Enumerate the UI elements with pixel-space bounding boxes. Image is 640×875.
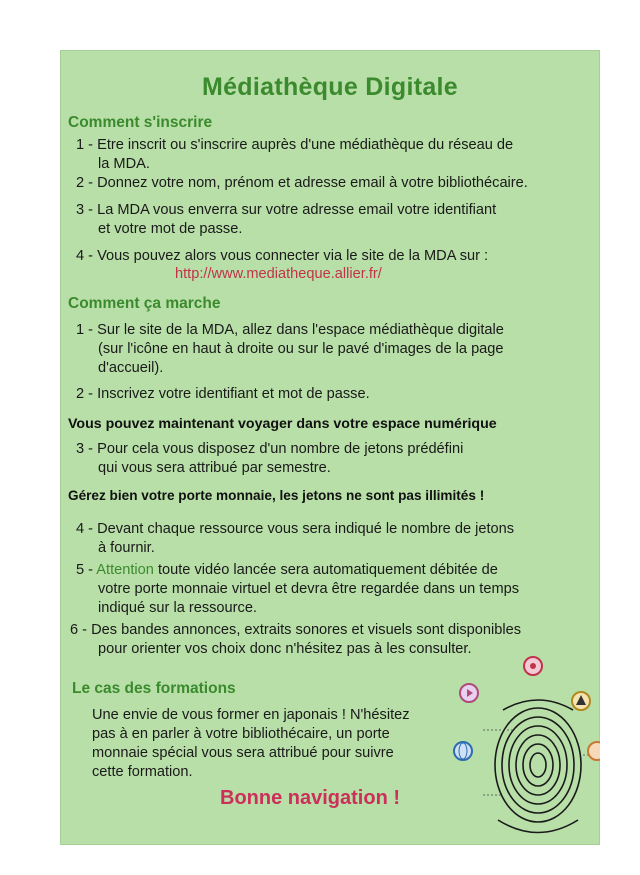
list-item [76, 321, 504, 340]
item-continuation: à fournir. [98, 540, 155, 556]
item-number: 2 - [76, 175, 94, 191]
item-number: 5 - [76, 562, 94, 578]
list-item [76, 136, 513, 155]
item-continuation: pour orienter vos choix donc n'hésitez pas à les consulter. [98, 641, 472, 657]
item-continuation: indiqué sur la ressource. [98, 600, 257, 616]
video-icon [458, 682, 480, 704]
item-text: Vous pouvez alors vous connecter via le site de la MDA sur : [97, 248, 489, 264]
item-continuation: d'accueil). [98, 360, 164, 376]
warning-icon [570, 690, 592, 712]
item-number: 6 - [70, 622, 88, 638]
warning-note: Gérez bien votre porte monnaie, les jetons ne sont pas illimités ! [68, 488, 485, 503]
item-text: Pour cela vous disposez d'un nombre de jetons prédéfini [97, 441, 464, 457]
list-item [76, 247, 488, 266]
item-text: Devant chaque ressource vous sera indiqué le nombre de jetons [97, 521, 515, 537]
list-item [76, 520, 514, 539]
item-number: 1 - [76, 322, 94, 338]
list-item [76, 174, 528, 193]
list-item [76, 440, 463, 459]
globe-icon [452, 740, 474, 762]
list-item [76, 385, 370, 404]
item-number: 4 - [76, 521, 94, 537]
section-heading-inscription: Comment s'inscrire [68, 114, 213, 131]
item-text: Inscrivez votre identifiant et mot de passe. [97, 386, 370, 402]
item-text: Des bandes annonces, extraits sonores et visuels sont disponibles [91, 622, 522, 638]
item-text: La MDA vous enverra sur votre adresse email votre identifiant [97, 202, 497, 218]
item-continuation: votre porte monnaie virtuel et devra être regardée dans un temps [98, 581, 520, 597]
item-number: 2 - [76, 386, 94, 402]
mda-website-link[interactable]: http://www.mediatheque.allier.fr/ [175, 266, 382, 282]
info-note: Vous pouvez maintenant voyager dans votre espace numérique [68, 416, 497, 432]
item-number: 1 - [76, 137, 94, 153]
item-continuation: la MDA. [98, 156, 150, 172]
list-item [76, 561, 498, 580]
item-continuation: et votre mot de passe. [98, 221, 243, 237]
list-item [70, 621, 521, 640]
item-number: 4 - [76, 248, 94, 264]
item-text: toute vidéo lancée sera automatiquement débitée de [153, 562, 498, 578]
list-item [76, 201, 496, 220]
item-text: Sur le site de la MDA, allez dans l'espace médiathèque digitale [97, 322, 504, 338]
item-number: 3 - [76, 202, 94, 218]
book-icon [586, 740, 600, 762]
item-continuation: qui vous sera attribué par semestre. [98, 460, 331, 476]
item-continuation: (sur l'icône en haut à droite ou sur le pavé d'images de la page [98, 341, 504, 357]
attention-label: Attention [96, 562, 154, 578]
section-heading-usage: Comment ça marche [68, 295, 221, 312]
paragraph-line: monnaie spécial vous sera attribué pour suivre [92, 745, 394, 761]
music-icon [522, 655, 544, 677]
paragraph-line: cette formation. [92, 764, 193, 780]
page-title: Médiathèque Digitale [201, 73, 459, 101]
paragraph-line: Une envie de vous former en japonais ! N'hésitez [92, 707, 410, 723]
closing-message: Bonne navigation ! [220, 787, 400, 809]
item-text: Donnez votre nom, prénom et adresse email à votre bibliothécaire. [97, 175, 528, 191]
flyer [60, 50, 600, 845]
item-number: 3 - [76, 441, 94, 457]
section-heading-formations: Le cas des formations [72, 680, 236, 697]
paragraph-line: pas à en parler à votre bibliothécaire, un porte [92, 726, 390, 742]
item-text: Etre inscrit ou s'inscrire auprès d'une médiathèque du réseau de [97, 137, 514, 153]
